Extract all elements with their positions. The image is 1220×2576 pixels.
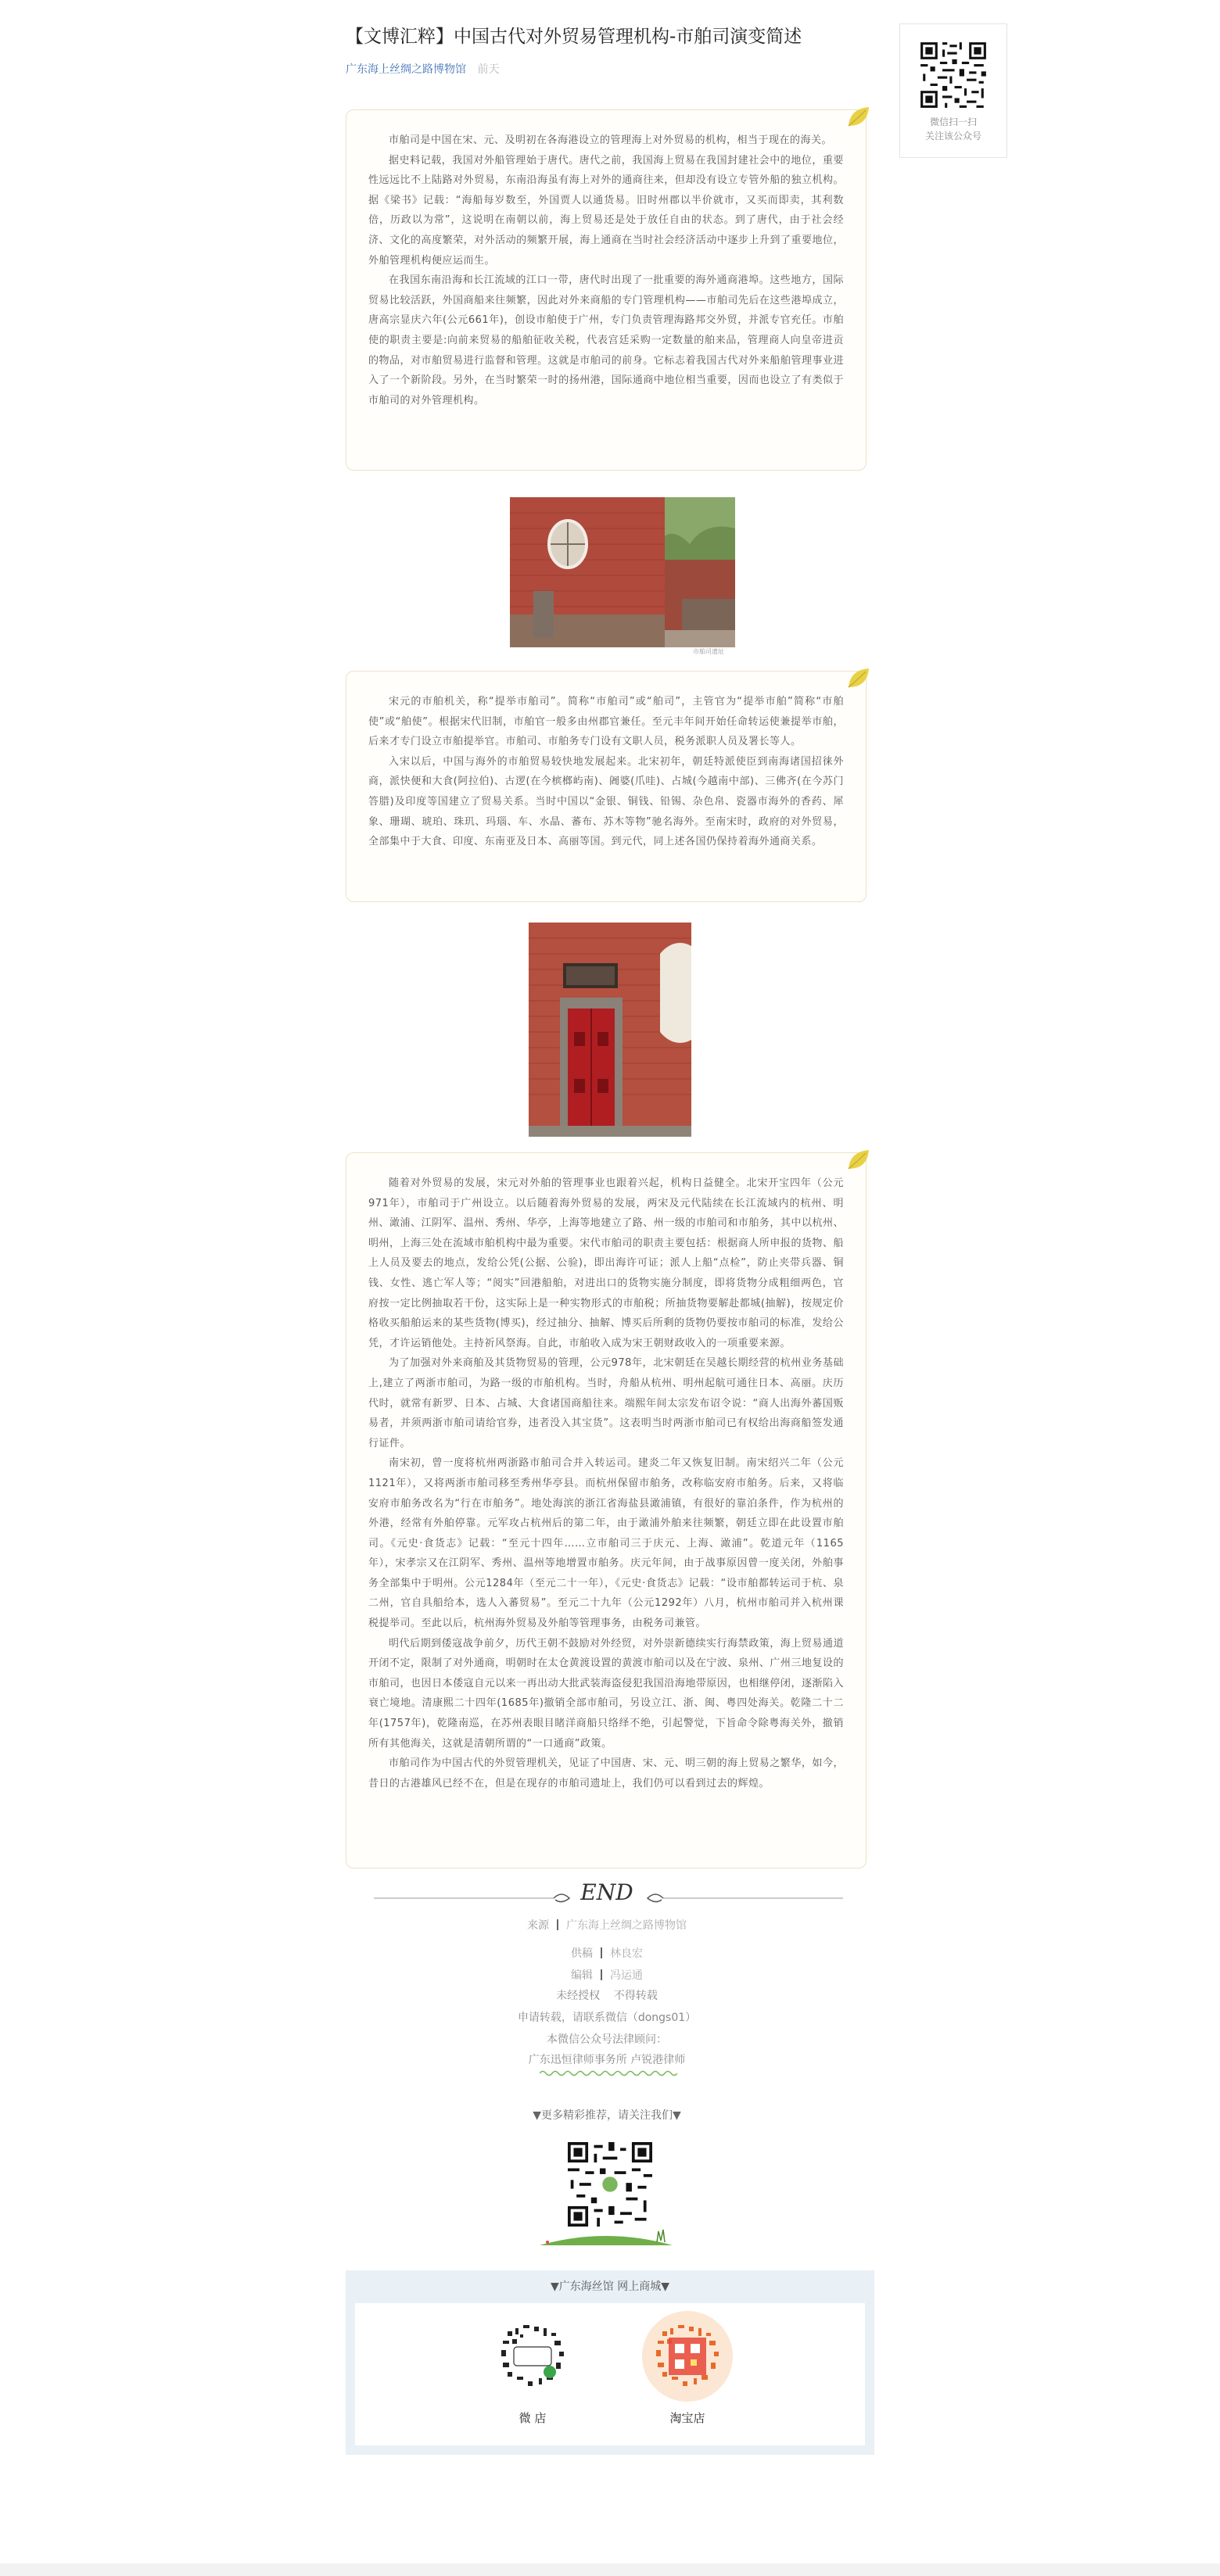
grass-decoration: [540, 2219, 673, 2245]
paragraph: 据史料记载，我国对外船管理始于唐代。唐代之前，我国海上贸易在我国封建社会中的地位，重要性远远比不上陆路对外贸易，东南沿海虽有海上对外的通商往来，但却没有设立专管外船的独立机构。据《梁书》记载：“海船每岁数至，外国贾人以通货易。旧时州郡以半价就市，又买而即卖，其利数倍，历政以为常”，这说明在南朝以前，海上贸易还是处于放任自由的状态。到了唐代，由于社会经济、文化的高度繁荣，对外活动的频繁开展，海上通商在当时社会经济活动中逐步上升到了重要地位，外舶管理机构便应运而生。: [368, 154, 844, 267]
legal-advisor-name: 广东迅恒律师事务所 卢锐港律师: [528, 2054, 686, 2066]
source-value: 广东海上丝绸之路博物馆: [566, 1919, 687, 1932]
article-section-1: [346, 109, 867, 471]
taobao-shop-link[interactable]: [637, 2309, 738, 2426]
publish-time: 前天: [477, 63, 500, 76]
end-marker: END: [580, 1879, 633, 1905]
shibosi-gate-photo: [529, 923, 691, 1137]
paragraph: 市舶司作为中国古代的外贸管理机关，见证了中国唐、宋、元、明三朝的海上贸易之繁华，如今，昔日的古港雄风已经不在，但是在现存的市舶司遗址上，我们仍可以看到过去的辉煌。: [368, 1757, 844, 1790]
article-section-2: [346, 671, 867, 902]
weidian-label: 微 店: [518, 2411, 547, 2425]
weidian-shop-link[interactable]: [482, 2309, 583, 2426]
leaf-corner-icon: [842, 1145, 874, 1177]
paragraph: 明代后期到倭寇战争前夕，历代王朝不鼓励对外经贸，对外崇新德续实行海禁政策，海上贸易通道开闭不定，限制了对外通商，明朝时在太仓黄渡设置的黄渡市舶司以及在宁波、泉州、广州三地复设的市舶司，也因日本倭寇自元以来一再出动大批武装海盗侵犯我国沿海地带原因，也相继停闭，逐渐陷入衰亡境地。清康熙二十四年(1685年)撤销全部市舶司，另设立江、浙、闽、粤四处海关。乾隆二十二年(1757年)，乾隆南巡，在苏州表眼目睹洋商船只络绎不绝，引起警觉，下旨命令除粤海关外，撤销所有其他海关，这就是清朝所谓的“一口通商”政策。: [368, 1637, 844, 1750]
follow-qr-caption-2: 关注该公众号: [924, 131, 981, 142]
no-reprint-notice: 未经授权 不得转载: [556, 1990, 658, 2002]
taobao-qr-code: [640, 2309, 734, 2403]
shop-title: ▼广东海丝馆 网上商城▼: [551, 2280, 669, 2293]
paragraph: 在我国东南沿海和长江流域的江口一带，唐代时出现了一批重要的海外通商港埠。这些地方，国际贸易比较活跃，外国商船来往频繁，因此对外来商船的专门管理机构——市舶司先后在这些港埠成立，唐高宗显庆六年(公元661年)，创设市舶使于广州，专门负责管理海路邦交外贸，并派专官充任。市舶使的职责主要是:向前来贸易的船舶征收关税，代表宫廷采购一定数量的舶来品，管理商人向皇帝进贡的物品，对市舶贸易进行监督和管理。这就是市舶司的前身。它标志着我国古代对外来船舶管理事业进入了一个新阶段。另外，在当时繁荣一时的扬州港，国际通商中地位相当重要，因而也设立了有类似于市舶司的对外管理机构。: [368, 274, 844, 407]
editor-label: 编辑: [571, 1969, 593, 1982]
credit-source: [346, 1917, 868, 1933]
shop-links: [355, 2303, 865, 2445]
provider-label: 供稿: [571, 1947, 593, 1960]
provider-value: 林良宏: [610, 1947, 643, 1960]
promo-text: ▼更多精彩推荐，请关注我们▼: [533, 2109, 681, 2122]
legal-advisor-label: 本微信公众号法律顾问：: [547, 2033, 667, 2046]
paragraph: 为了加强对外来商舶及其货物贸易的管理，公元978年，北宋朝廷在吴越长期经营的杭州业务基础上,建立了两浙市舶司，为路一级的市舶机构。当时，舟船从杭州、明州起航可通往日本、高丽。庆历代时，就常有新罗、日本、占城、大食诸国商船往来。端熙年间太宗发布诏令说：“商人出海外蕃国贩易者，并须两浙市舶司请给官券，违者没入其宝货”。这表明当时两浙市舶司已有权给出海商船签发通行证件。: [368, 1357, 844, 1449]
follow-qr-caption-1: 微信扫一扫: [929, 116, 977, 127]
editor-value: 冯运通: [610, 1969, 643, 1982]
weidian-qr-code: [486, 2309, 580, 2403]
online-shop-panel: [346, 2270, 874, 2455]
taobao-label: 淘宝店: [669, 2411, 705, 2425]
photo-caption: 市舶司遗址: [693, 648, 724, 655]
account-link[interactable]: 广东海上丝绸之路博物馆: [346, 63, 466, 76]
source-label: 来源: [527, 1919, 549, 1932]
wavy-divider: [540, 2069, 677, 2077]
paragraph: 宋元的市舶机关，称“提举市舶司”。简称“市舶司”或“舶司”，主管官为“提举市舶”简称“市舶使”或“舶使”。根据宋代旧制，市舶官一般多由州郡官兼任。至元丰年间开始任命转运使兼提举市舶，后来才专门设立市舶提举官。市舶司、市舶务专门设有文职人员，税务派职人员及署长等人。: [368, 696, 844, 748]
paragraph: 随着对外贸易的发展，宋元对外舶的管理事业也跟着兴起，机构日益健全。北宋开宝四年（公元971年），市舶司于广州设立。以后随着海外贸易的发展，两宋及元代陆续在长江流域内的杭州、明州、澉浦、江阴军、温州、秀州、华亭，上海等地建立了路、州一级的市舶司和市舶务，其中以杭州、明州，上海三处在流域市舶机构中最为重要。宋代市舶司的职责主要包括：根据商人所申报的货物、船上人员及要去的地点，发给公凭(公据、公验)，即出海许可证；派人上船“点检”，防止夹带兵器、铜钱、女性、逃亡军人等；“阅实”回港船舶，对进出口的货物实施分制度，即将货物分成粗细两色，官府按一定比例抽取若干份，这实际上是一种实物形式的市舶税；所抽货物要解赴都城(抽解)，按规定价格收买船舶运来的某些货物(博买)，经过抽分、抽解、博买后所剩的货物仍要按市舶司的标准，发给公凭，才许运销他处。主持祈风祭海。自此，市舶收入成为宋王朝财政收入的一项重要来源。: [368, 1177, 844, 1349]
paragraph: 市舶司是中国在宋、元、及明初在各海港设立的管理海上对外贸易的机构，相当于现在的海关。: [389, 134, 833, 146]
shibosi-ruins-photo: [510, 497, 735, 647]
paragraph: 入宋以后，中国与海外的市舶贸易较快地发展起来。北宋初年，朝廷特派使臣到南海诸国招徕外商，派快便和大食(阿拉伯)、古逻(在今槟榔屿南)、阇婆(爪哇)、占城(今越南中部)、三佛齐(在今苏门答腊)及印度等国建立了贸易关系。当时中国以“金银、铜钱、铅锡、杂色帛、瓷器市海外的香药、犀象、珊瑚、琥珀、珠玑、玛瑙、车、水晶、蕃布、苏木等物”驰名海外。至南宋时，政府的对外贸易，全部集中于大食、印度、东南亚及日本、高丽等国。到元代，同上述各国仍保持着海外通商关系。: [368, 755, 844, 848]
article-section-3: [346, 1152, 867, 1868]
bottom-qr-code: [568, 2142, 652, 2227]
leaf-corner-icon: [842, 102, 874, 134]
credit-editor: [346, 1967, 868, 1983]
follow-qr-panel: [899, 23, 1007, 158]
follow-qr-code: [918, 40, 989, 110]
article-meta: [346, 61, 499, 77]
leaf-corner-icon: [842, 664, 874, 695]
credit-provider: [346, 1945, 868, 1961]
article-title: 【文博汇粹】中国古代对外贸易管理机构-市舶司演变简述: [346, 27, 802, 47]
paragraph: 南宋初，曾一度将杭州两浙路市舶司合并入转运司。建炎二年又恢复旧制。南宋绍兴二年（公元1121年），又将两浙市舶司移至秀州华亭县。而杭州保留市舶务，改称临安府市舶务。后来，又将临安府市舶务改名为“行在市舶务”。地处海滨的浙江省海盐县澉浦镇，有很好的靠泊条件，作为杭州的外港，经常有外舶停靠。元军攻占杭州后的第二年，由于澉浦外舶来往频繁，朝廷立即在此设置市舶司。《元史·食货志》记载：“至元十四年……立市舶司三于庆元、上海、澉浦”。乾道元年（1165年），宋孝宗又在江阴军、秀州、温州等地增置市舶务。庆元年间，由于战事原因曾一度关闭，外舶事务全部集中于明州。公元1284年（至元二十一年），《元史·食货志》记载：“设市舶都转运司于杭、泉二州，官自具船给本，选人入蕃贸易”。至元二十九年（公元1292年）八月，杭州市舶司并入杭州课税提举司。至此以后，杭州海外贸易及外舶等管理事务，由税务司兼管。: [368, 1457, 844, 1630]
reprint-contact: 申请转载，请联系微信（dongs01）: [517, 2012, 697, 2024]
page-bottom-bar: [0, 2563, 1220, 2576]
